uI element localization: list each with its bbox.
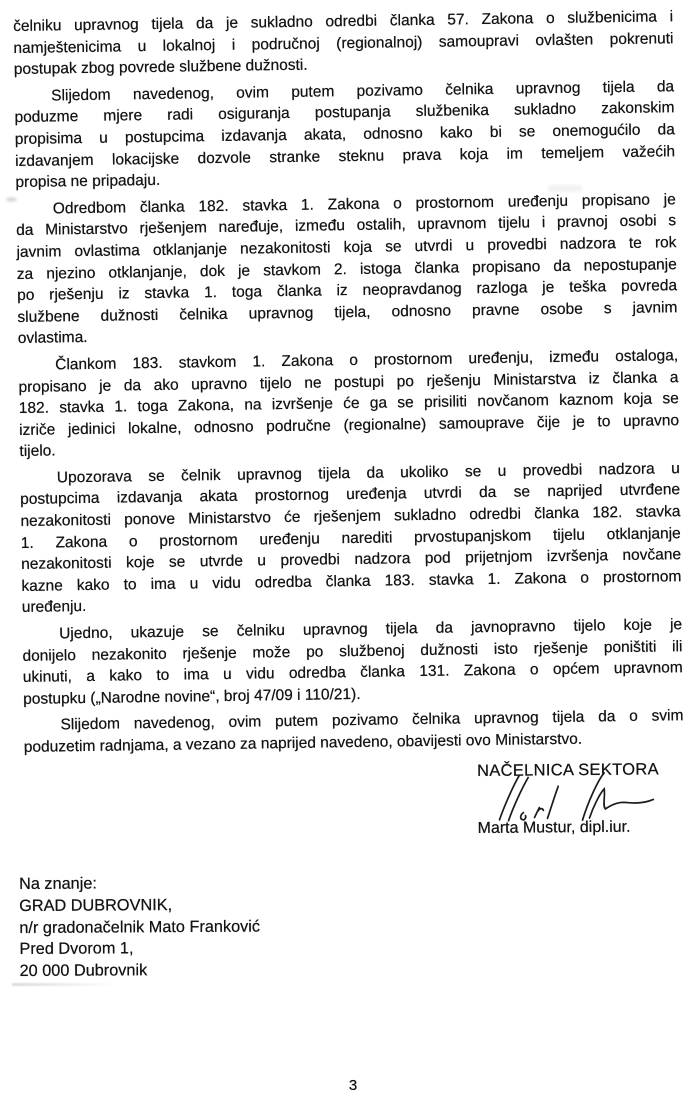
text-line: postupku („Narodne novine“, broj 47/09 i 110/21).	[23, 685, 361, 708]
text-line: propisa ne pripadaju.	[15, 171, 161, 192]
text-line: postupak zbog povrede službene dužnosti.	[13, 56, 308, 79]
text-line: da Ministarstvo rješenjem naređuje, između ostalih, upravnom tijelu i pravnoj osobi s	[16, 212, 677, 240]
cc-line: n/r gradonačelnik Mato Franković	[19, 917, 261, 937]
cc-line: Pred Dvorom 1,	[19, 939, 134, 959]
text-line: poduzetim radnjama, a vezano za naprijed navedeno, obavijesti ovo Ministarstvo.	[23, 730, 583, 756]
text-line: 1. Zakona o prostornom uređenju narediti prvostupanjskom tijelu otklanjanje	[20, 524, 681, 552]
text-line: Ujedno, ukazuje se čelniku upravnog tijela da javnopravno tijelo koje je	[59, 616, 683, 643]
paragraph	[18, 345, 680, 463]
text-line: tijelo.	[19, 442, 56, 461]
text-line: javnim ovlastima otklanjanje nezakonitosti koja se utvrdi u provedbi nadzora te rok	[16, 234, 677, 261]
text-line: izdavanjem lokacijske dozvole stranke steknu prava koja im temeljem važećih	[15, 142, 676, 170]
text-line: ovlastima.	[17, 329, 88, 348]
text-line: propisima u postupcima izdavanja akata, odnosno kako bi se onemogućilo da	[14, 121, 675, 148]
text-line: donijelo nezakonito rješenje može po službenoj dužnosti isto rješenje poništiti ili	[22, 637, 683, 665]
paragraph	[13, 6, 674, 81]
text-line: kazne kako to ima u vidu odredba članka 183. stavka 1. Zakona o prostornom	[21, 567, 682, 595]
paragraph	[20, 458, 682, 619]
scan-artifact	[12, 983, 117, 986]
text-line: Odredbom članka 182. stavka 1. Zakona o prostornom uređenju propisano je	[52, 190, 676, 218]
cc-block	[19, 873, 260, 983]
text-line: službene dužnosti čelnika upravnog tijela, odnosno pravne osobe s javnim	[17, 298, 678, 326]
text-line: postupcima izdavanja akata prostornog uređenja utvrdi da se naprijed utvrđene	[20, 481, 681, 509]
text-line: uređenju.	[21, 598, 87, 617]
signature-block	[477, 760, 683, 838]
text-line: nezakonitosti koje se utvrde u provedbi nadzora pod prijetnjom izvršenja novčane	[21, 546, 682, 574]
text-line: izriče jedinici lokalne, odnosno područne (regionalne) samouprave čije je to upravno	[19, 411, 680, 439]
cc-line: GRAD DUBROVNIK,	[19, 895, 173, 915]
text-line: namještenicima u lokalnoj i područnoj (regionalnoj) samoupravi ovlašten pokrenuti	[13, 29, 674, 57]
text-line: po rješenju iz stavka 1. toga članka iz neopravdanog razloga je teška povreda	[17, 277, 678, 305]
text-line: propisano je da ako upravno tijelo ne postupi po rješenju Ministarstva iz članka a	[18, 368, 679, 396]
text-line: 182. stavka 1. toga Zakona, na izvršenje će ga se prisiliti novčanom kaznom koja se	[18, 390, 679, 418]
signatory-title: NAČELNICA SEKTORA	[477, 760, 659, 780]
text-line: ukinuti, a kako to ima u vidu odredba članka 131. Zakona o općem upravnom	[22, 659, 683, 687]
text-line: za njezino otklanjanje, dok je stavkom 2. istoga članka propisano da nepostupanje	[16, 255, 677, 283]
text-line: Slijedom navedenog, ovim putem pozivamo čelnika upravnog tijela da o svim	[60, 707, 684, 734]
paragraph	[22, 614, 683, 710]
text-line: Člankom 183. stavkom 1. Zakona o prostornom uređenju, između ostaloga,	[55, 347, 679, 374]
text-line: poduzme mjere radi osiguranja postupanja službenika sukladno zakonskim	[14, 99, 675, 127]
signatory-name: Marta Mustur, dipl.iur.	[477, 818, 631, 837]
cc-line: 20 000 Dubrovnik	[19, 961, 148, 981]
text-line: nezakonitosti ponove Ministarstvo će rješenjem sukladno odredbi članka 182. stavka	[20, 503, 681, 531]
paragraph	[14, 76, 676, 194]
letter-body	[13, 6, 684, 763]
paragraph	[23, 706, 684, 759]
page-number: 3	[348, 1077, 358, 1094]
text-line: čelniku upravnog tijela da je sukladno odredbi članka 57. Zakona o službenicima i	[13, 8, 674, 35]
cc-lines	[19, 894, 260, 983]
paragraph	[16, 189, 678, 350]
text-line: Upozorava se čelnik upravnog tijela da ukoliko se u provedbi nadzora u	[56, 460, 680, 487]
cc-label: Na znanje:	[19, 874, 97, 893]
text-line: Slijedom navedenog, ovim putem pozivamo čelnika upravnog tijela da	[51, 77, 675, 105]
